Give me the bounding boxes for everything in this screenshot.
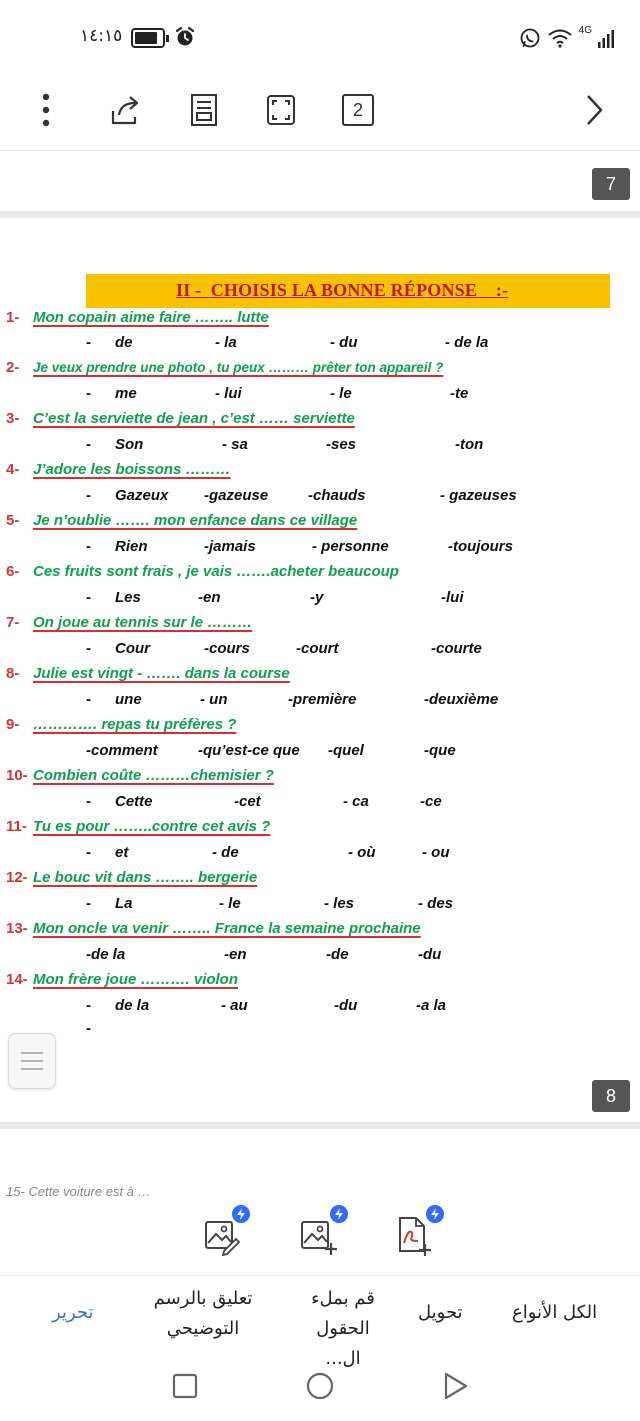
option: - la xyxy=(215,334,237,351)
option: La xyxy=(115,895,133,912)
next-icon[interactable] xyxy=(570,86,618,134)
option: -de xyxy=(326,946,349,963)
bottom-tabs xyxy=(0,1275,640,1369)
question-12: 12- Le bouc vit dans …….. bergerie xyxy=(6,869,258,886)
option: - un xyxy=(200,691,228,708)
option: -ton xyxy=(455,436,484,453)
question-10: 10- Combien coûte ………chemisier ? xyxy=(6,767,274,784)
tab-fill-fields[interactable]: قم بملء الحقول ال... xyxy=(311,1288,375,1369)
battery-icon xyxy=(131,28,165,48)
ai-badge-icon xyxy=(330,1205,348,1223)
page-separator-2 xyxy=(0,1122,640,1129)
tab-convert[interactable]: تحويل xyxy=(418,1302,463,1323)
tab-all-types[interactable]: الكل الأنواع xyxy=(512,1302,598,1323)
option: -cet xyxy=(234,793,261,810)
option: - de la xyxy=(445,334,489,351)
option: - lui xyxy=(215,385,242,402)
option: -comment xyxy=(86,742,158,759)
page-separator xyxy=(0,211,640,218)
page-badge-prev: 7 xyxy=(592,168,630,200)
status-right-icons xyxy=(519,24,614,52)
page-count-button[interactable] xyxy=(334,86,382,134)
option: -ce xyxy=(420,793,442,810)
option: -courte xyxy=(431,640,482,657)
alarm-icon xyxy=(174,26,196,48)
system-nav-bar xyxy=(0,1355,640,1421)
option: de xyxy=(115,334,133,351)
question-5: 5- Je n’oublie ……. mon enfance dans ce village xyxy=(6,512,358,529)
option: - ca xyxy=(343,793,369,810)
option: Cette xyxy=(115,793,153,810)
toolbar-divider xyxy=(0,150,640,151)
tab-edit[interactable]: تحرير xyxy=(52,1302,94,1323)
question-2: 2- Je veux prendre une photo , tu peux ……… prêter ton appareil ? xyxy=(6,359,444,376)
question-7: 7- On joue au tennis sur le ……… xyxy=(6,614,253,631)
option: -en xyxy=(224,946,247,963)
option: - sa xyxy=(222,436,248,453)
option: Rien xyxy=(115,538,148,555)
option: me xyxy=(115,385,137,402)
viewer-toolbar xyxy=(0,72,640,148)
option: - de xyxy=(212,844,239,861)
option: -toujours xyxy=(448,538,513,555)
option: - gazeuses xyxy=(440,487,517,504)
pdf-add-icon[interactable] xyxy=(392,1213,438,1259)
option: -lui xyxy=(441,589,464,606)
question-11: 11- Tu es pour ……..contre cet avis ? xyxy=(6,818,271,835)
option: - des xyxy=(418,895,454,912)
option: Son xyxy=(115,436,144,453)
question-9: 9- …………. repas tu préfères ? xyxy=(6,716,237,733)
question-8: 8- Julie est vingt - ……. dans la course xyxy=(6,665,290,682)
back-icon[interactable] xyxy=(440,1371,470,1401)
layout-icon[interactable] xyxy=(180,86,228,134)
recents-icon[interactable] xyxy=(170,1371,200,1401)
status-time: ١٤:١٥ xyxy=(80,26,123,46)
question-14: 14- Mon frère joue ………. violon xyxy=(6,971,239,988)
ai-badge-icon xyxy=(232,1205,250,1223)
option: -qu’est-ce que xyxy=(198,742,300,759)
next-page-peek: 15- Cette voiture est à … xyxy=(6,1184,151,1199)
option: -du xyxy=(418,946,442,963)
question-13: 13- Mon oncle va venir …….. France la semaine prochaine xyxy=(6,920,421,937)
option: - ou xyxy=(422,844,450,861)
option: -cours xyxy=(204,640,250,657)
option: -en xyxy=(198,589,221,606)
option: - où xyxy=(348,844,376,861)
option: - du xyxy=(330,334,358,351)
question-6: 6- Ces fruits sont frais , je vais …….acheter beaucoup xyxy=(6,563,399,580)
option: de la xyxy=(115,997,150,1014)
tab-comment-drawing[interactable]: تعليق بالرسم التوضيحي xyxy=(153,1288,253,1339)
status-bar xyxy=(0,0,640,72)
share-icon[interactable] xyxy=(102,86,150,134)
option: -jamais xyxy=(204,538,256,555)
option: -que xyxy=(424,742,456,759)
option: -ses xyxy=(326,436,357,453)
image-annotate-icon[interactable] xyxy=(198,1213,244,1259)
option: Cour xyxy=(115,640,150,657)
question-1: 1- Mon copain aime faire …….. lutte xyxy=(6,309,269,326)
option: -court xyxy=(296,640,339,657)
menu-icon xyxy=(21,1052,43,1054)
option: Les xyxy=(115,589,141,606)
page-badge-current: 8 xyxy=(592,1080,630,1112)
image-add-icon[interactable] xyxy=(296,1213,342,1259)
option: -deuxième xyxy=(424,691,499,708)
question-3: 3- C’est la serviette de jean , c’est …… serviette xyxy=(6,410,355,427)
option: - personne xyxy=(312,538,389,555)
option: -gazeuse xyxy=(204,487,269,504)
option: - le xyxy=(219,895,241,912)
signal-icon xyxy=(598,28,614,48)
question-4: 4- J’adore les boissons ……… xyxy=(6,461,231,478)
option: -de la xyxy=(86,946,126,963)
option: -te xyxy=(450,385,469,402)
option: -y xyxy=(310,589,324,606)
wifi-icon xyxy=(547,27,573,49)
menu-button[interactable] xyxy=(8,1033,56,1089)
more-vert-icon[interactable] xyxy=(22,86,70,134)
option: - au xyxy=(221,997,248,1014)
exercise-title: II - CHOISIS LA BONNE RÉPONSE :- xyxy=(176,280,509,300)
option: -chauds xyxy=(308,487,366,504)
option: et xyxy=(115,844,129,861)
option: - les xyxy=(324,895,355,912)
option: -du xyxy=(334,997,358,1014)
whatsapp-icon xyxy=(519,27,541,49)
network-type: 4G xyxy=(578,25,592,36)
fullscreen-icon[interactable] xyxy=(257,86,305,134)
ai-badge-icon xyxy=(426,1205,444,1223)
page-number: 2 xyxy=(342,94,374,126)
option: -quel xyxy=(328,742,364,759)
option: - le xyxy=(330,385,352,402)
option: -première xyxy=(288,691,357,708)
option: -a la xyxy=(416,997,447,1014)
home-icon[interactable] xyxy=(305,1371,335,1401)
option: une xyxy=(115,691,142,708)
document-page: II - CHOISIS LA BONNE RÉPONSE :- 1- Mon copain aime faire …….. lutte - de - la - du - de la 2- Je veux prendre une photo , tu peux ……… prêter ton appareil ? - me - lui - le -te 3- C’est la serviette de jean , c’est …… serviette - Son - sa -ses -ton 4- J’adore les boissons ……… - Gazeux -gazeuse -chauds - gazeuses 5- Je n’oublie ……. mon enfance dans ce village - Rien -jamais - personne -toujours 6- Ces fruits sont frais , je vais …….acheter beaucoup - Les -en -y -lui 7- On joue au tennis sur le ……… - Cour -cours -court -courte 8- Julie est vingt - ……. dans la course - une - un -première -deuxième 9- …………. repas tu préfères ? -comment -qu’est-ce que -quel -que 10- Combien coûte ………chemisier ? - Cette -cet - ca -ce 11- Tu es pour ……..contre cet avis ? - et - de - où - ou 12- Le bouc vit dans …….. bergerie - La - le - les - des 13- Mon oncle va venir …….. France la semaine prochaine -de la -en -de -du 14- Mon frère joue ………. violon - de la - au -du -a la - xyxy=(0,222,640,1122)
option: Gazeux xyxy=(115,487,169,504)
